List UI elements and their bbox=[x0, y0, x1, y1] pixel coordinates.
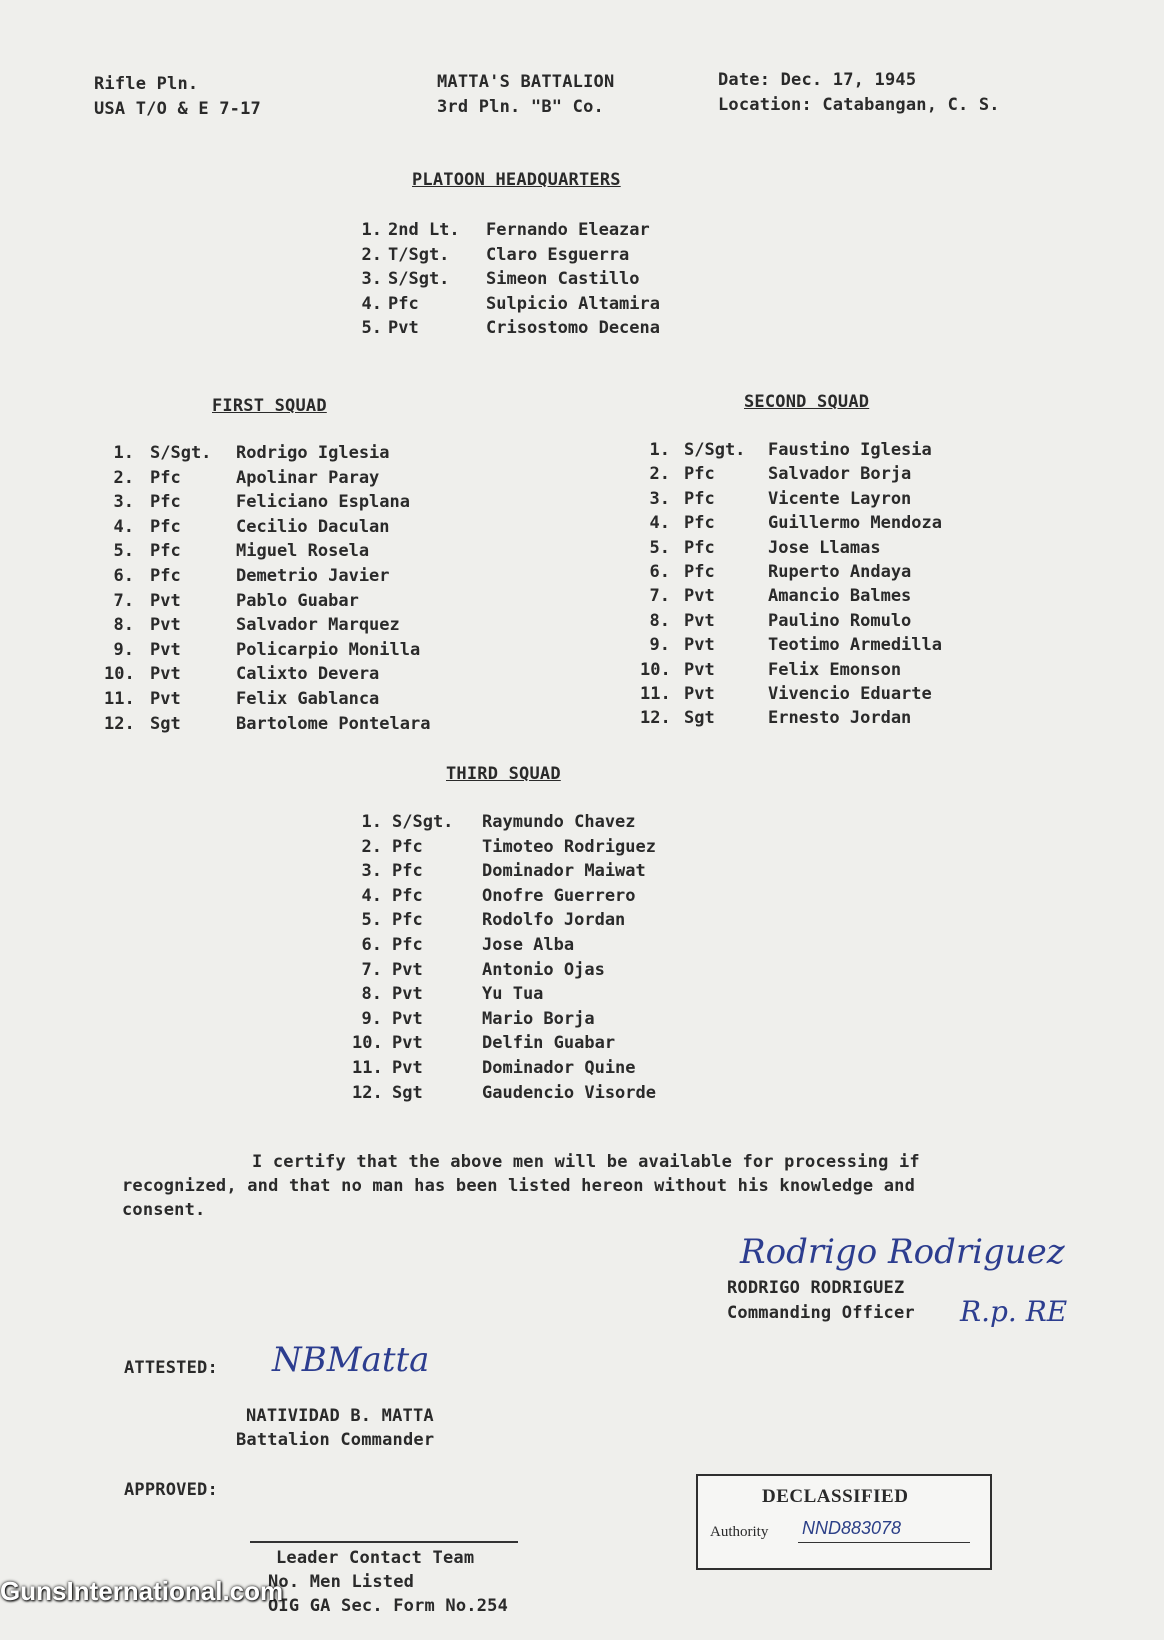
member-name: Mario Borja bbox=[482, 1008, 595, 1029]
member-name: Dominador Quine bbox=[482, 1058, 636, 1078]
member-number: 2. bbox=[361, 244, 382, 265]
member-rank: Pfc bbox=[684, 464, 715, 485]
platoon-hq-title: PLATOON HEADQUARTERS bbox=[412, 170, 621, 190]
member-rank: S/Sgt. bbox=[392, 812, 454, 832]
member-rank: Pvt bbox=[388, 318, 419, 338]
member-number: 5. bbox=[113, 541, 134, 562]
approved-line-3: OIG GA Sec. Form No.254 bbox=[268, 1596, 509, 1616]
member-name: Sulpicio Altamira bbox=[486, 293, 660, 314]
header-location: Location: Catabangan, C. S. bbox=[718, 95, 1000, 115]
commanding-officer-initials: R.p. RE bbox=[960, 1295, 1068, 1328]
certification-line-1: I certify that the above men will be available for processing if bbox=[252, 1152, 920, 1172]
member-number: 8. bbox=[113, 615, 134, 636]
member-name: Cecilio Daculan bbox=[236, 516, 390, 537]
declassified-heading: DECLASSIFIED bbox=[762, 1486, 909, 1507]
attested-name: NATIVIDAD B. MATTA bbox=[246, 1406, 434, 1426]
header-battalion: MATTA'S BATTALION bbox=[437, 72, 615, 92]
member-name: Antonio Ojas bbox=[482, 959, 605, 980]
member-rank: Pvt bbox=[684, 635, 715, 656]
member-name: Salvador Borja bbox=[768, 464, 912, 485]
member-rank: Pfc bbox=[392, 861, 423, 882]
member-number: 5. bbox=[361, 318, 382, 338]
member-rank: Sgt bbox=[392, 1082, 423, 1103]
header-to-e: USA T/O & E 7-17 bbox=[94, 99, 261, 119]
member-rank: Pvt bbox=[392, 959, 423, 980]
member-name: Dominador Maiwat bbox=[482, 861, 646, 882]
certification-line-2: recognized, and that no man has been listed hereon without his knowledge and bbox=[122, 1176, 916, 1196]
declassified-stamp bbox=[696, 1474, 992, 1570]
watermark-logo: GunsInternational.com bbox=[0, 1576, 284, 1606]
member-rank: S/Sgt. bbox=[150, 443, 212, 463]
member-name: Ruperto Andaya bbox=[768, 562, 912, 582]
member-name: Raymundo Chavez bbox=[482, 812, 636, 832]
member-number: 10. bbox=[104, 664, 135, 685]
member-rank: Pfc bbox=[388, 293, 419, 314]
member-rank: Pvt bbox=[684, 659, 715, 680]
member-name: Miguel Rosela bbox=[236, 541, 370, 562]
member-rank: Pfc bbox=[150, 467, 181, 488]
approved-line-2: No. Men Listed bbox=[268, 1572, 415, 1592]
member-rank: Pfc bbox=[684, 562, 715, 582]
member-name: Feliciano Esplana bbox=[236, 492, 410, 513]
member-number: 10. bbox=[640, 659, 671, 680]
member-rank: S/Sgt. bbox=[684, 440, 746, 460]
member-name: Salvador Marquez bbox=[236, 615, 400, 636]
commanding-officer-name: RODRIGO RODRIGUEZ bbox=[727, 1278, 905, 1298]
member-rank: Pfc bbox=[150, 566, 181, 586]
member-name: Pablo Guabar bbox=[236, 590, 359, 611]
approved-line-1: Leader Contact Team bbox=[276, 1548, 475, 1568]
member-number: 8. bbox=[649, 610, 670, 631]
declassified-authority-value: NND883078 bbox=[802, 1518, 902, 1538]
member-name: Vicente Layron bbox=[768, 488, 912, 509]
member-name: Ernesto Jordan bbox=[768, 708, 912, 729]
certification-line-3: consent. bbox=[122, 1200, 206, 1220]
member-number: 9. bbox=[649, 635, 670, 656]
member-name: Teotimo Armedilla bbox=[768, 635, 942, 656]
member-name: Claro Esguerra bbox=[486, 244, 630, 265]
member-name: Bartolome Pontelara bbox=[236, 713, 431, 734]
member-rank: Pfc bbox=[684, 488, 715, 509]
member-rank: Sgt bbox=[684, 708, 715, 729]
member-name: Simeon Castillo bbox=[486, 269, 640, 289]
member-name: Jose Llamas bbox=[768, 537, 881, 558]
member-number: 1. bbox=[649, 440, 670, 460]
member-number: 1. bbox=[361, 812, 382, 832]
member-rank: Pfc bbox=[150, 492, 181, 513]
member-name: Vivencio Eduarte bbox=[768, 684, 932, 704]
member-rank: Pfc bbox=[392, 935, 423, 955]
member-name: Felix Gablanca bbox=[236, 689, 380, 709]
member-rank: Pvt bbox=[392, 1033, 423, 1054]
member-number: 11. bbox=[104, 689, 135, 709]
member-rank: Pfc bbox=[150, 541, 181, 562]
member-number: 1. bbox=[113, 443, 134, 463]
member-name: Felix Emonson bbox=[768, 659, 902, 680]
member-rank: Pvt bbox=[150, 615, 181, 636]
member-number: 12. bbox=[104, 713, 135, 734]
member-number: 6. bbox=[649, 562, 670, 582]
member-name: Crisostomo Decena bbox=[486, 318, 660, 338]
header-platoon-company: 3rd Pln. "B" Co. bbox=[437, 97, 604, 117]
declassified-authority-line bbox=[798, 1542, 970, 1543]
attested-signature: NBMatta bbox=[272, 1340, 430, 1380]
member-name: Guillermo Mendoza bbox=[768, 513, 942, 534]
member-name: Paulino Romulo bbox=[768, 610, 912, 631]
member-name: Policarpio Monilla bbox=[236, 639, 421, 660]
member-rank: Pvt bbox=[150, 664, 181, 685]
member-number: 11. bbox=[640, 684, 671, 704]
member-number: 2. bbox=[361, 836, 382, 857]
approved-signature-line bbox=[250, 1541, 518, 1543]
member-rank: Pvt bbox=[392, 1008, 423, 1029]
member-number: 3. bbox=[649, 488, 670, 509]
member-number: 11. bbox=[352, 1058, 383, 1078]
member-name: Apolinar Paray bbox=[236, 467, 380, 488]
header-date: Date: Dec. 17, 1945 bbox=[718, 70, 917, 90]
member-rank: Pvt bbox=[392, 984, 423, 1005]
third-squad-title: THIRD SQUAD bbox=[446, 764, 561, 784]
member-name: Rodrigo Iglesia bbox=[236, 443, 390, 463]
member-number: 12. bbox=[640, 708, 671, 729]
member-rank: Pvt bbox=[150, 639, 181, 660]
member-number: 6. bbox=[361, 935, 382, 955]
member-number: 12. bbox=[352, 1082, 383, 1103]
member-rank: Pfc bbox=[392, 836, 423, 857]
member-rank: Pvt bbox=[684, 586, 715, 607]
member-number: 4. bbox=[113, 516, 134, 537]
member-number: 10. bbox=[352, 1033, 383, 1054]
member-number: 4. bbox=[361, 293, 382, 314]
member-rank: T/Sgt. bbox=[388, 244, 450, 265]
member-number: 3. bbox=[113, 492, 134, 513]
member-rank: Pfc bbox=[150, 516, 181, 537]
member-rank: Pfc bbox=[684, 537, 715, 558]
member-rank: Sgt bbox=[150, 713, 181, 734]
first-squad-title: FIRST SQUAD bbox=[212, 396, 327, 416]
attested-label: ATTESTED: bbox=[124, 1358, 218, 1378]
member-name: Calixto Devera bbox=[236, 664, 380, 685]
member-number: 9. bbox=[113, 639, 134, 660]
member-number: 3. bbox=[361, 861, 382, 882]
member-name: Faustino Iglesia bbox=[768, 440, 932, 460]
commanding-officer-title: Commanding Officer bbox=[727, 1303, 915, 1323]
member-name: Yu Tua bbox=[482, 984, 544, 1005]
member-number: 9. bbox=[361, 1008, 382, 1029]
member-number: 7. bbox=[361, 959, 382, 980]
member-number: 8. bbox=[361, 984, 382, 1005]
member-rank: Pfc bbox=[392, 885, 423, 906]
attested-title: Battalion Commander bbox=[236, 1430, 435, 1450]
approved-label: APPROVED: bbox=[124, 1480, 218, 1500]
header-rifle-pln: Rifle Pln. bbox=[94, 74, 199, 94]
declassified-authority-label: Authority bbox=[710, 1524, 769, 1540]
member-rank: 2nd Lt. bbox=[388, 220, 460, 240]
member-number: 2. bbox=[649, 464, 670, 485]
member-rank: Pfc bbox=[392, 910, 423, 931]
member-number: 6. bbox=[113, 566, 134, 586]
member-rank: Pvt bbox=[684, 684, 715, 704]
member-name: Fernando Eleazar bbox=[486, 220, 650, 240]
member-rank: Pvt bbox=[684, 610, 715, 631]
second-squad-title: SECOND SQUAD bbox=[744, 392, 870, 412]
member-name: Timoteo Rodriguez bbox=[482, 836, 656, 857]
member-number: 3. bbox=[361, 269, 382, 289]
member-number: 1. bbox=[361, 220, 382, 240]
member-name: Demetrio Javier bbox=[236, 566, 390, 586]
member-rank: Pvt bbox=[150, 689, 181, 709]
member-rank: Pvt bbox=[150, 590, 181, 611]
member-number: 4. bbox=[649, 513, 670, 534]
member-number: 4. bbox=[361, 885, 382, 906]
member-number: 2. bbox=[113, 467, 134, 488]
member-name: Delfin Guabar bbox=[482, 1033, 616, 1054]
member-number: 7. bbox=[113, 590, 134, 611]
member-name: Gaudencio Visorde bbox=[482, 1082, 656, 1103]
commanding-officer-signature: Rodrigo Rodriguez bbox=[740, 1232, 1065, 1272]
member-name: Rodolfo Jordan bbox=[482, 910, 626, 931]
member-rank: S/Sgt. bbox=[388, 269, 450, 289]
member-rank: Pfc bbox=[684, 513, 715, 534]
member-rank: Pvt bbox=[392, 1058, 423, 1078]
member-number: 5. bbox=[649, 537, 670, 558]
member-name: Amancio Balmes bbox=[768, 586, 912, 607]
member-name: Onofre Guerrero bbox=[482, 885, 636, 906]
member-number: 5. bbox=[361, 910, 382, 931]
member-name: Jose Alba bbox=[482, 935, 575, 955]
member-number: 7. bbox=[649, 586, 670, 607]
